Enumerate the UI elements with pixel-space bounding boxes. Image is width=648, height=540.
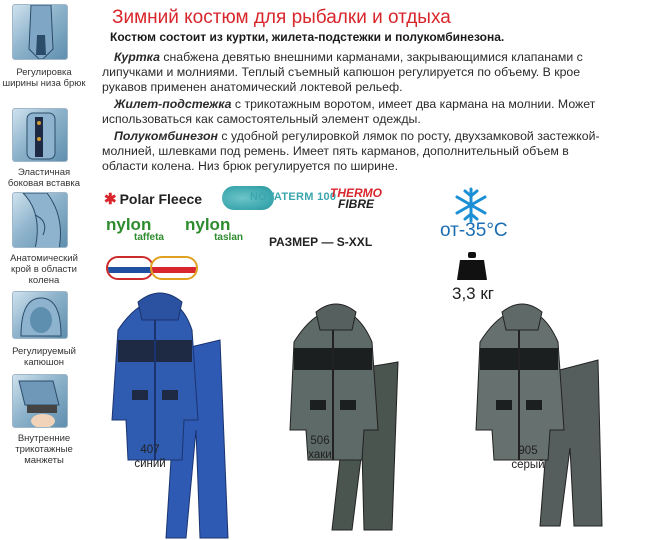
overall-heading: Полукомбинезон bbox=[114, 129, 218, 143]
feature-label-trouser-hem: Регулировка ширины низа брюк bbox=[2, 67, 86, 89]
product-code-407: 407 bbox=[140, 444, 160, 456]
overall-text: с удобной регулировкой лямок по росту, двухзамковой застежкой-молнией, шлевками под ремень. Имеет пять карманов, дополнительный объем в области колена. Низ брюк регулируется по ширине. bbox=[102, 129, 600, 173]
overall-paragraph bbox=[102, 129, 602, 174]
page-title: Зимний костюм для рыбалки и отдыха bbox=[112, 7, 451, 28]
suit-407-image bbox=[88, 280, 258, 540]
product-code-506: 506 bbox=[310, 435, 330, 447]
nylon-taslan-main: nylon bbox=[185, 215, 231, 234]
nylon-taffeta-main: nylon bbox=[106, 215, 152, 234]
product-905 bbox=[470, 290, 620, 540]
size-range: РАЗМЕР — S-XXL bbox=[269, 235, 373, 249]
knee-cut-icon bbox=[12, 192, 68, 248]
novaterm-text: NOVATERM 100 bbox=[250, 191, 337, 203]
jacket-text: снабжена девятью внешними карманами, закрывающимися клапанами с липучками и молниями. Теплый съемный капюшон регулируется по объему. В крое рукавов применен анатомический локтевой рельеф. bbox=[102, 50, 583, 94]
fibre-text: FIBRE bbox=[338, 197, 374, 211]
jacket-paragraph bbox=[102, 50, 602, 95]
product-506 bbox=[280, 290, 420, 540]
feature-label-hood: Регулируемый капюшон bbox=[12, 346, 76, 368]
vest-heading: Жилет-подстежка bbox=[114, 97, 232, 111]
trouser-hem-icon bbox=[12, 4, 68, 60]
novaterm-logo bbox=[222, 186, 337, 210]
vest-paragraph bbox=[102, 97, 602, 127]
cuff-icon bbox=[12, 374, 68, 428]
hood-icon bbox=[12, 291, 68, 339]
weight-value: 3,3 кг bbox=[452, 284, 494, 303]
snowflake-icon bbox=[452, 186, 490, 224]
polar-fleece-text: Polar Fleece bbox=[119, 191, 203, 207]
tape-badge-icon bbox=[150, 256, 198, 280]
snowflake-star-icon: ✱ bbox=[104, 191, 117, 208]
polar-fleece-logo bbox=[104, 190, 202, 208]
jacket-heading: Куртка bbox=[114, 50, 160, 64]
product-color-905: серый bbox=[511, 459, 545, 471]
suit-905-image bbox=[470, 290, 620, 540]
nylon-taslan-logo bbox=[185, 215, 243, 245]
thermo-text: THERMO bbox=[330, 186, 382, 200]
product-color-407: синий bbox=[134, 458, 166, 470]
elastic-insert-icon bbox=[12, 108, 68, 162]
thermo-fibre-logo bbox=[330, 188, 382, 210]
weight-icon bbox=[456, 252, 488, 280]
feature-label-cuff: Внутренние трикотажные манжеты bbox=[15, 433, 73, 466]
product-color-506: хаки bbox=[308, 449, 332, 461]
feature-label-knee-cut: Анатомический крой в области колена bbox=[10, 253, 78, 286]
nylon-taffeta-sub: taffeta bbox=[133, 232, 164, 243]
double-zipper-badge-icon bbox=[106, 256, 154, 280]
nylon-taslan-sub: taslan bbox=[214, 232, 243, 243]
product-407 bbox=[88, 280, 258, 540]
vest-text: с трикотажным воротом, имеет два кармана на молнии. Может использоваться как самостоятельный элемент одежды. bbox=[102, 97, 596, 126]
product-code-905: 905 bbox=[518, 445, 538, 457]
nylon-taffeta-logo bbox=[106, 215, 164, 245]
temperature-rating: от-35°С bbox=[440, 220, 508, 241]
feature-label-elastic-insert: Эластичная боковая вставка bbox=[7, 167, 81, 189]
page-subtitle: Костюм состоит из куртки, жилета-подстежки и полукомбинезона. bbox=[110, 30, 505, 44]
suit-506-image bbox=[280, 290, 420, 540]
